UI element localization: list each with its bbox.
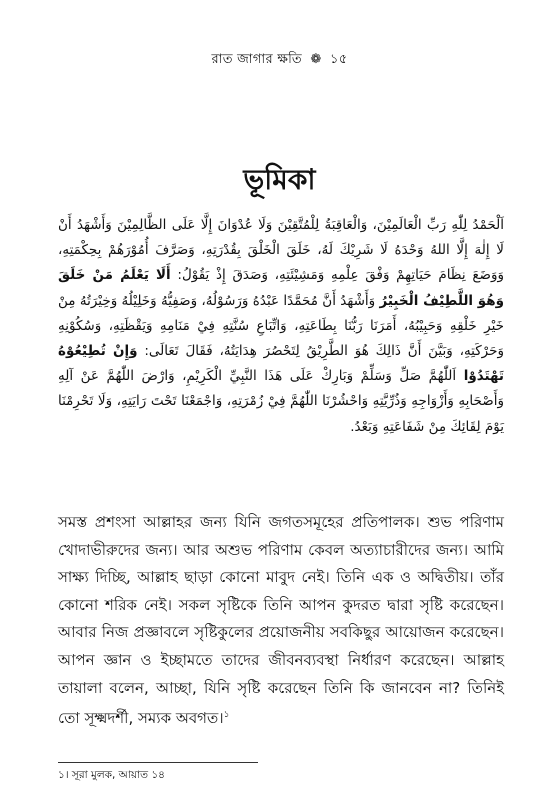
running-header xyxy=(0,50,559,71)
bangla-text: সমস্ত প্রশংসা আল্লাহর জন্য যিনি জগতসমূহের প্রতিপালক। শুভ পরিণাম খোদাভীরুদের জন্য। আর অশুভ পরিণাম কেবল অত্যাচারীদের জন্য। আমি সাক্ষ্য দিচ্ছি, আল্লাহ ছাড়া কোনো মাবুদ নেই। তিনি এক ও অদ্বিতীয়। তাঁর কোনো শরিক নেই। সকল সৃষ্টিকে তিনি আপন কুদরত দ্বারা সৃষ্টি করেছেন। আবার নিজ প্রজ্ঞাবলে সৃষ্টিকুলের প্রয়োজনীয় সবকিছুর আয়োজন করেছেন। আপন জ্ঞান ও ইচ্ছামতে তাদের জীবনব্যবস্থা নির্ধারণ করেছেন। আল্লাহ তায়ালা বলেন, আচ্ছা, যিনি সৃষ্টি করেছেন তিনি কি জানবেন না? তিনিই তো সূক্ষ্মদর্শী, সম্যক অবগত। xyxy=(58,513,504,728)
section-title: ভূমিকা xyxy=(243,163,316,196)
arabic-quran-quote-2: وَإِنْ تُطِيْعُوْهُ تَهْتَدُوْا xyxy=(58,343,504,385)
arabic-text-part1: اَلْحَمْدُ لِلّٰهِ رَبِّ الْعَالَمِيْنَ، وَالْعَاقِبَةُ لِلْمُتَّقِيْنَ وَلَا عُدْوَانَ إِلَّا عَلَى الظَّالِمِيْنَ وَأَشْهَدُ أَنْ لَا إِلٰهَ إِلَّا اللهُ وَحْدَهُ لَا شَرِيْكَ لَهُ، خَلَقَ الْخَلْقَ بِقُدْرَتِهِ، وَصَرَّفَ أُمُوْرَهُمْ بِحِكْمَتِهِ، وَوَضَعَ نِظَامَ حَيَاتِهِمْ وَفْقَ عِلْمِهِ وَمَشِيْئَتِهِ، وَصَدَقَ إِذْ يَقُوْلُ: xyxy=(58,217,505,284)
header-title: রাত জাগার ক্ষতি xyxy=(211,52,302,67)
header-ornament-icon: ❁ xyxy=(310,52,322,67)
footnote: ১। সূরা মুলক, আয়াত ১৪ xyxy=(58,769,165,781)
arabic-quran-quote: أَلَا يَعْلَمُ مَنْ خَلَقَ وَهُوَ اللَّطِيْفُ الْخَبِيْرُ xyxy=(58,267,504,309)
footnote-reference: ১ xyxy=(223,710,230,721)
footnote-divider xyxy=(58,762,258,763)
page-number: ১৫ xyxy=(330,52,348,67)
arabic-paragraph xyxy=(58,213,504,440)
bangla-paragraph xyxy=(58,509,504,733)
arabic-text-part3: اَللّٰهُمَّ صَلِّ وَسَلِّمْ وَبَارِكْ عَلَى هَذَا النَّبِيِّ الْكَرِيْمِ، وَارْضَ اللّٰهُمَّ عَنْ آلِهِ وَأَصْحَابِهِ وَأَزْوَاجِهِ وَذُرِّيَّتِهِ وَاحْشُرْنَا اللّٰهُمَّ فِيْ زُمْرَتِهِ، وَاجْمَعْنَا تَحْتَ رَايَتِهِ، وَلَا تَحْرِمْنَا يَوْمَ لِقَائِكَ مِنْ شَفَاعَتِهِ وَبَعْدُ. xyxy=(58,368,504,435)
arabic-text-part2: وَأَشْهَدُ أَنَّ مُحَمَّدًا عَبْدُهُ وَرَسُوْلُهُ، وَصَفِيُّهُ وَخَلِيْلُهُ وَخِيْرَتُهُ مِنْ خَيْرِ خَلْقِهِ وَحَبِيْبُهُ، أَمَرَنَا رَبُّنَا بِطَاعَتِهِ، وَاتِّبَاعِ سُنَّتِهِ فِيْ مَنَامِهِ وَيَقْظَتِهِ، وَسُكُوْنِهِ وَحَرْكَتِهِ، وَبَيَّنَ أَنَّ ذَالِكَ هُوَ الطَّرِيْقُ لِتَحْصُرَ هِدَايَتُهُ، فَقَالَ تَعَالَى: xyxy=(58,292,504,360)
